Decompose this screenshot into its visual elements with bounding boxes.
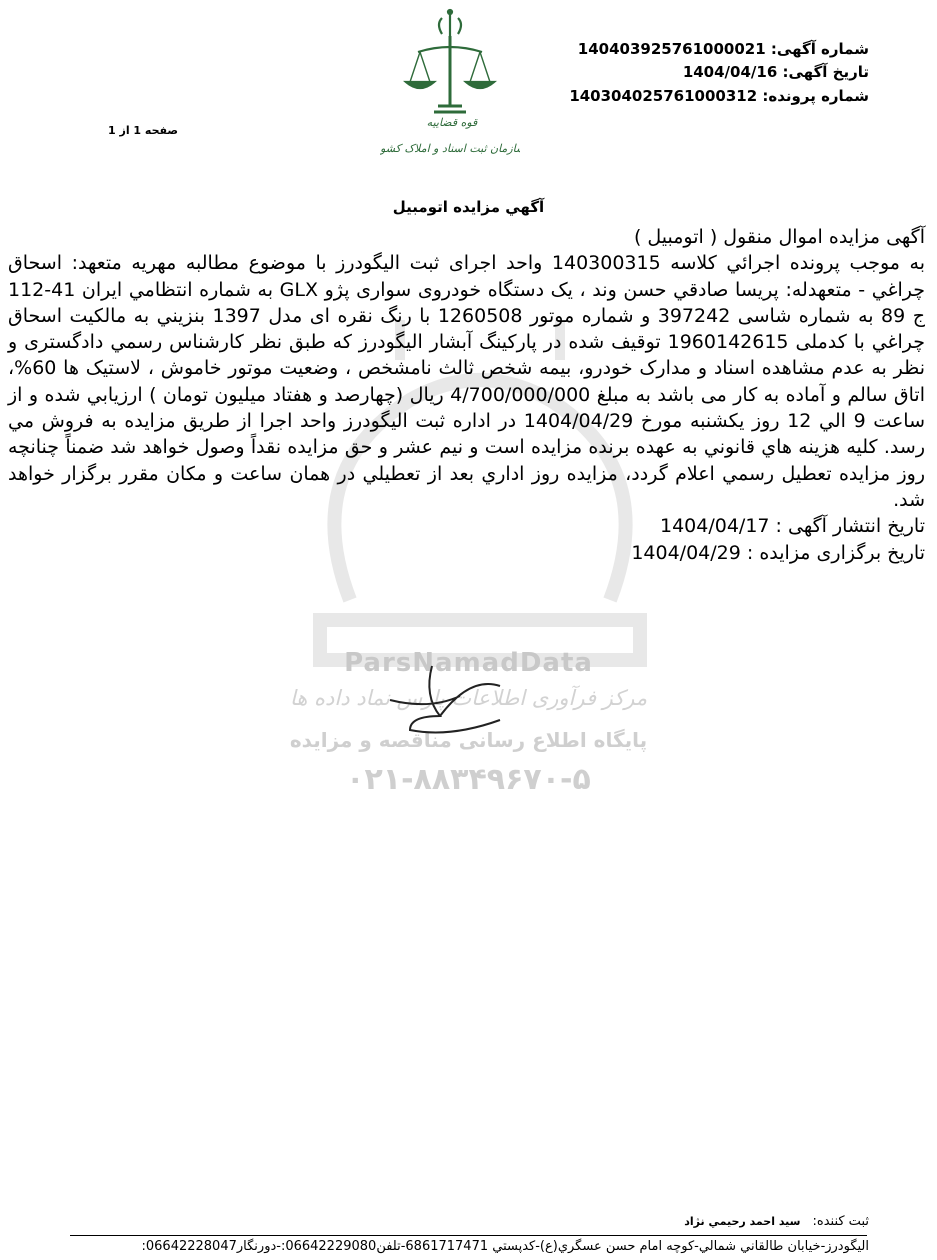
file-number: شماره پرونده: 140304025761000312 <box>569 87 869 105</box>
watermark-brand: ParsNamadData <box>344 648 593 678</box>
body-paragraph-main: به موجب پرونده اجرائي كلاسه 140300315 واحد اجرای ثبت اليگودرز با موضوع مطالبه مهریه متعهد: اسحاق چراغي - متعهدله: پريسا صادقي حسن وند ، يک دستگاه خودروی سواری پژو GLX به شماره انتظامي ايران 41-112 ج 89 به شماره شاسی 397242 و شماره موتور 1260508 با رنگ نقره ای مدل 1397 بنزيني به مالكيت اسحاق چراغي با كدملی 1960142615 توقيف شده در پاركينگ آبشار اليگودرز كه طبق نظر كارشناس رسمي دادگستری و نظر به عدم مشاهده اسناد و مدارک خودرو، بیمه شخص ثالث نامشخص ، وضعيت موتور خاموش ، لاستيک ها 60%، اتاق سالم و آماده به كار می باشد به مبلغ 4/700/000/000 ريال (چهارصد و هفتاد ميليون تومان ) ارزيابي شده و از ساعت 9 الي 12 روز يكشنبه مورخ 1404/04/29 در اداره ثبت اليگودرز واحد اجرا از طريق مزايده به فروش مي رسد. كليه هزينه هاي قانوني به عهده برنده مزايده است و نيم عشر و حق مزايده نقداً وصول خواهد شد ضمناً چنانچه روز مزايده تعطيل رسمي اعلام گردد، مزايده روز اداري بعد از تعطيلي در همان ساعت و مكان مقرر برگزار خواهد شد. <box>8 252 926 511</box>
watermark-line-1: مرکز فرآوری اطلاعات پارس نماد داده ها <box>289 686 648 710</box>
signer-label: ثبت كننده: <box>812 1214 869 1229</box>
body-paragraph-heading: آگهی مزایده اموال منقول ( اتومبیل ) <box>633 226 925 248</box>
body-paragraph-publish-date: تاريخ انتشار آگهی : 1404/04/17 <box>659 515 925 538</box>
signature-icon <box>380 660 540 750</box>
page-label: صفحه 1 از 1 <box>108 124 179 137</box>
signer-block <box>684 1214 869 1229</box>
footer-address: اليگودرز-خيابان طالقاني شمالي-كوچه امام حسن عسگري(ع)-كدپستي 6861717471-تلفن06642229080:-دورنگار06642228047: <box>141 1239 869 1254</box>
scales-of-justice-icon <box>380 6 520 156</box>
judiciary-emblem <box>380 6 520 156</box>
watermark-phone: ۰۲۱-۸۸۳۴۹۶۷۰-۵ <box>346 762 591 797</box>
notice-date: تاریخ آگهی: 1404/04/16 <box>682 63 869 81</box>
notice-number: شماره آگهی: 140403925761000021 <box>577 40 869 58</box>
footer-divider <box>70 1235 867 1236</box>
notice-body <box>8 224 925 566</box>
body-paragraph-auction-date: تاريخ برگزاری مزايده : 1404/04/29 <box>631 541 925 564</box>
emblem-caption: قوه قضاییه <box>426 116 478 129</box>
watermark-line-2: پایگاه اطلاع رسانی مناقصه و مزایده <box>289 728 648 752</box>
signer-name: سيد احمد رحيمي نژاد <box>684 1215 801 1228</box>
notice-title: آگهي مزايده اتومبيل <box>392 198 545 216</box>
organization-caption: سازمان ثبت اسناد و املاک کشور <box>380 142 520 155</box>
